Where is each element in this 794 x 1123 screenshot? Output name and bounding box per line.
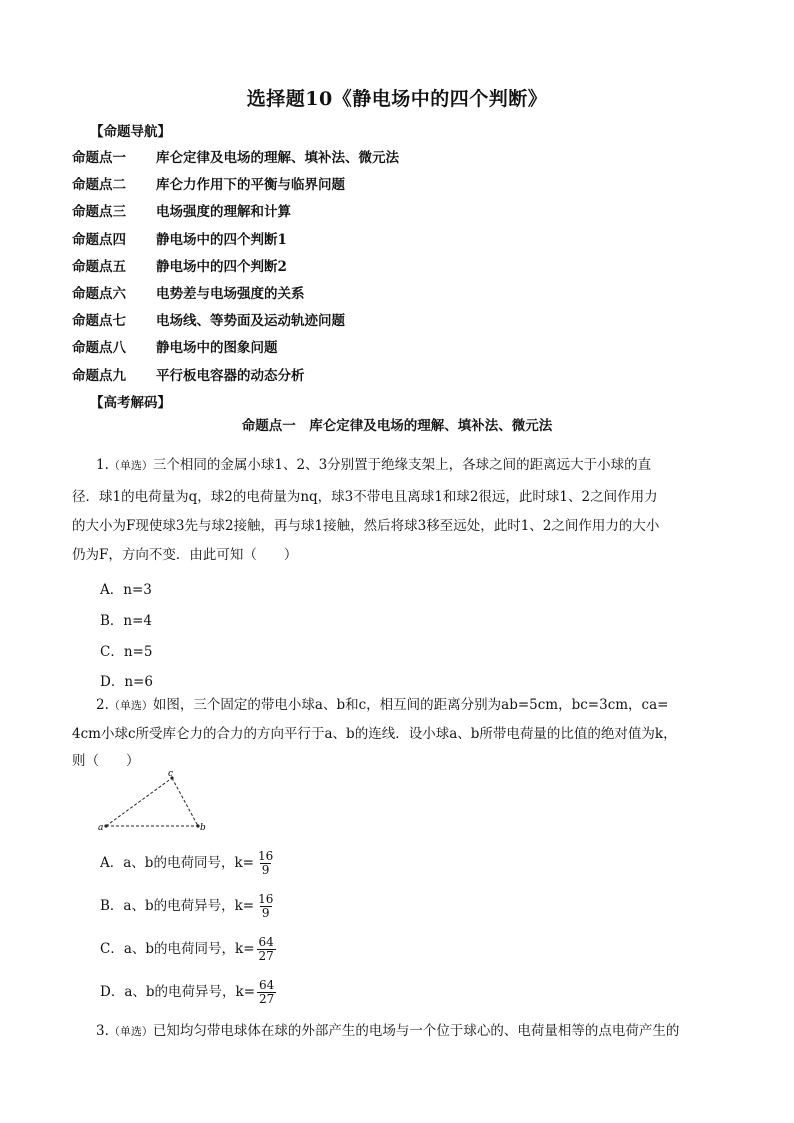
q2-option-a-label: A．a、b的电荷同号，k= bbox=[100, 855, 254, 871]
q2-option-c-label: C．a、b的电荷同号，k= bbox=[100, 941, 255, 957]
q2-line2: 4cm小球c所受库仑力的合力的方向平行于a、b的连线．设小球a、b所带电荷量的比值的绝对值为k， bbox=[72, 726, 677, 742]
q2-option-c bbox=[100, 936, 276, 963]
nav-item-number: 命题点五 bbox=[72, 258, 126, 275]
q1-option-a: A．n=3 bbox=[100, 582, 152, 598]
denominator: 9 bbox=[261, 906, 270, 920]
q3-text-1: 已知均匀带电球体在球的外部产生的电场与一个位于球心的、电荷量相等的点电荷产生的 bbox=[152, 1023, 680, 1039]
q1-tag: （单选） bbox=[108, 459, 153, 472]
q1-line3: 的大小为F现使球3先与球2接触，再与球1接触，然后将球3移至远处，此时1、2之间作用力的大小 bbox=[72, 518, 660, 534]
nav-item bbox=[72, 255, 287, 275]
denominator: 9 bbox=[261, 863, 270, 877]
page-title: 选择题10《静电场中的四个判断》 bbox=[246, 88, 548, 110]
q1-option-b: B．n=4 bbox=[100, 613, 153, 629]
nav-item-text: 库仑定律及电场的理解、填补法、微元法 bbox=[156, 150, 399, 166]
nav-item bbox=[72, 146, 399, 166]
nav-item-text: 电场线、等势面及运动轨迹问题 bbox=[156, 313, 345, 330]
nav-item-text: 电势差与电场强度的关系 bbox=[156, 286, 305, 302]
numerator: 64 bbox=[258, 935, 274, 949]
fraction bbox=[257, 936, 276, 963]
q1-text-1: 三个相同的金属小球1、2、3分别置于绝缘支架上，各球之间的距离远大于小球的直 bbox=[152, 457, 652, 473]
nav-item-number: 命题点四 bbox=[72, 231, 126, 248]
q2-tag: （单选） bbox=[108, 699, 153, 712]
fraction bbox=[256, 850, 275, 877]
line-cb bbox=[172, 778, 198, 826]
label-b: b bbox=[200, 823, 206, 832]
nav-item-text: 库仑力作用下的平衡与临界问题 bbox=[156, 177, 345, 194]
nav-item-number: 命题点八 bbox=[72, 340, 126, 357]
q2-line3: 则（ ） bbox=[72, 753, 140, 769]
nav-item bbox=[72, 364, 305, 384]
nav-item bbox=[72, 309, 345, 329]
numerator: 64 bbox=[259, 978, 275, 992]
line-ac bbox=[106, 778, 172, 826]
nav-item bbox=[72, 200, 291, 220]
nav-item bbox=[72, 336, 278, 356]
q3-line1 bbox=[96, 1019, 679, 1039]
nav-item-text: 电场强度的理解和计算 bbox=[156, 204, 291, 221]
numerator: 16 bbox=[257, 849, 274, 863]
nav-item-text: 静电场中的四个判断1 bbox=[156, 231, 287, 248]
q1-line4: 仍为F，方向不变．由此可知（ ） bbox=[72, 547, 298, 563]
gaokao-heading: 【高考解码】 bbox=[90, 395, 171, 411]
label-c: c bbox=[168, 770, 174, 779]
triangle-figure bbox=[96, 770, 216, 832]
q3-tag: （单选） bbox=[108, 1025, 153, 1038]
sub-title: 命题点一 库仑定律及电场的理解、填补法、微元法 bbox=[241, 418, 553, 434]
nav-item-text: 平行板电容器的动态分析 bbox=[156, 367, 305, 384]
nav-item-number: 命题点七 bbox=[72, 313, 126, 330]
q2-option-b bbox=[100, 893, 275, 920]
fraction bbox=[257, 979, 276, 1006]
denominator: 27 bbox=[258, 949, 274, 963]
nav-item-number: 命题点二 bbox=[72, 177, 126, 194]
nav-item-number: 命题点六 bbox=[72, 286, 126, 302]
q1-option-d: D．n=6 bbox=[100, 674, 153, 690]
nav-item bbox=[72, 173, 345, 193]
nav-item-number: 命题点三 bbox=[72, 204, 126, 221]
nav-item-number: 命题点九 bbox=[72, 367, 126, 384]
point-a bbox=[104, 824, 107, 827]
q2-line1 bbox=[96, 693, 668, 713]
nav-item bbox=[72, 228, 287, 248]
nav-item-text: 静电场中的四个判断2 bbox=[156, 258, 287, 275]
denominator: 27 bbox=[259, 992, 275, 1006]
q1-option-c: C．n=5 bbox=[100, 644, 153, 660]
nav-item-text: 静电场中的图象问题 bbox=[156, 340, 278, 357]
q2-number: 2. bbox=[96, 697, 109, 713]
q2-option-a bbox=[100, 850, 275, 877]
q1-line2: 径．球1的电荷量为q，球2的电荷量为nq，球3不带电且离球1和球2很远，此时球1、2之间作用力 bbox=[72, 489, 658, 505]
q2-text-1: 如图，三个固定的带电小球a、b和c，相互间的距离分别为ab=5cm，bc=3cm，ca= bbox=[152, 697, 669, 713]
q3-number: 3. bbox=[96, 1023, 109, 1039]
q1-line1 bbox=[96, 453, 651, 473]
q1-number: 1. bbox=[96, 457, 109, 473]
nav-item bbox=[72, 282, 305, 302]
nav-item-number: 命题点一 bbox=[72, 150, 126, 166]
q2-option-d bbox=[100, 979, 276, 1006]
nav-heading: 【命题导航】 bbox=[90, 124, 171, 140]
q2-option-d-label: D．a、b的电荷异号，k= bbox=[100, 984, 256, 1000]
q2-option-b-label: B．a、b的电荷异号，k= bbox=[100, 898, 255, 914]
numerator: 16 bbox=[258, 892, 274, 906]
fraction bbox=[256, 893, 275, 920]
label-a: a bbox=[98, 823, 104, 832]
